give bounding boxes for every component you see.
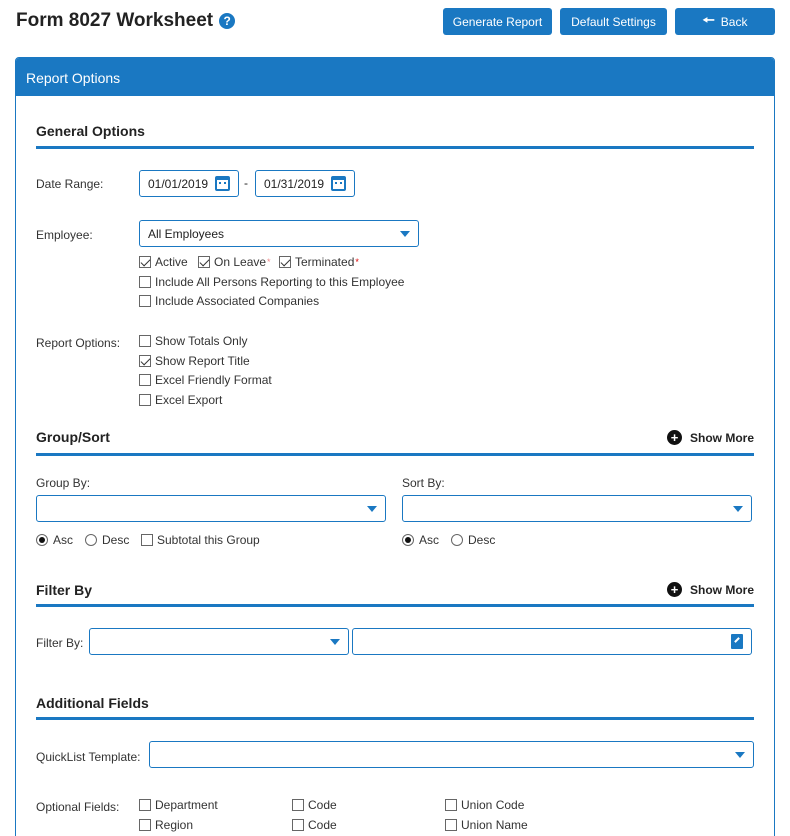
sort-asc-radio[interactable] xyxy=(402,533,439,547)
group-sort-title: Group/Sort xyxy=(36,429,110,445)
checkbox-box[interactable] xyxy=(198,256,210,268)
optional-field-label: Code xyxy=(308,818,337,832)
group-by-select[interactable] xyxy=(36,495,386,522)
excel-friendly-label: Excel Friendly Format xyxy=(155,373,272,387)
excel-export-checkbox[interactable] xyxy=(139,393,222,407)
required-mark: * xyxy=(267,257,271,267)
additional-fields-divider xyxy=(36,717,754,720)
group-asc-radio[interactable] xyxy=(36,533,73,547)
subtotal-checkbox[interactable] xyxy=(141,533,260,547)
calendar-icon[interactable] xyxy=(215,176,230,191)
calendar-icon[interactable] xyxy=(331,176,346,191)
optional-field-checkbox[interactable] xyxy=(445,818,528,832)
filter-by-divider xyxy=(36,604,754,607)
checkbox-box[interactable] xyxy=(139,355,151,367)
quicklist-label: QuickList Template: xyxy=(36,750,141,764)
active-checkbox[interactable] xyxy=(139,255,188,269)
checkbox-box[interactable] xyxy=(139,374,151,386)
optional-field-checkbox[interactable] xyxy=(139,818,193,832)
sort-desc-radio[interactable] xyxy=(451,533,495,547)
generate-report-button[interactable]: Generate Report xyxy=(443,8,552,35)
show-title-label: Show Report Title xyxy=(155,354,250,368)
checkbox-box[interactable] xyxy=(445,819,457,831)
filter-by-title: Filter By xyxy=(36,582,93,598)
radio-dot[interactable] xyxy=(451,534,463,546)
filter-show-more[interactable] xyxy=(667,582,754,597)
checkbox-box[interactable] xyxy=(139,335,151,347)
include-reporting-label: Include All Persons Reporting to this Employee xyxy=(155,275,405,289)
back-button[interactable] xyxy=(675,8,775,35)
checkbox-box[interactable] xyxy=(139,295,151,307)
active-label: Active xyxy=(155,255,188,269)
page-title-text: Form 8027 Worksheet xyxy=(16,10,214,31)
chevron-down-icon xyxy=(735,752,745,758)
excel-friendly-checkbox[interactable] xyxy=(139,373,272,387)
optional-field-label: Union Code xyxy=(461,798,525,812)
show-title-checkbox[interactable] xyxy=(139,354,250,368)
optional-field-checkbox[interactable] xyxy=(292,818,337,832)
optional-fields-label: Optional Fields: xyxy=(36,800,120,814)
include-associated-label: Include Associated Companies xyxy=(155,294,320,308)
group-desc-radio[interactable] xyxy=(85,533,129,547)
asc-label: Asc xyxy=(53,533,74,547)
radio-dot[interactable] xyxy=(402,534,414,546)
chevron-down-icon xyxy=(400,231,410,237)
subtotal-label: Subtotal this Group xyxy=(157,533,260,547)
date-to-input[interactable] xyxy=(255,170,355,197)
page-title xyxy=(16,10,235,32)
filter-field-select[interactable] xyxy=(89,628,349,655)
date-to-value: 01/31/2019 xyxy=(264,176,325,191)
panel-header: Report Options xyxy=(16,58,774,96)
group-sort-divider xyxy=(36,453,754,456)
show-more-label: Show More xyxy=(689,430,754,445)
default-settings-button[interactable]: Default Settings xyxy=(560,8,667,35)
desc-label: Desc xyxy=(102,533,130,547)
date-range-label: Date Range: xyxy=(36,177,104,191)
chevron-down-icon xyxy=(733,506,743,512)
required-mark: * xyxy=(355,257,359,267)
chevron-down-icon xyxy=(330,639,340,645)
sort-by-select[interactable] xyxy=(402,495,752,522)
date-from-value: 01/01/2019 xyxy=(148,176,209,191)
checkbox-box[interactable] xyxy=(279,256,291,268)
additional-fields-title: Additional Fields xyxy=(36,695,149,711)
sort-by-label: Sort By: xyxy=(402,476,445,490)
checkbox-box[interactable] xyxy=(445,799,457,811)
on-leave-checkbox[interactable] xyxy=(198,255,271,269)
checkbox-box[interactable] xyxy=(141,534,153,546)
optional-field-label: Region xyxy=(155,818,194,832)
employee-select-value: All Employees xyxy=(148,226,225,241)
terminated-checkbox[interactable] xyxy=(279,255,359,269)
employee-select[interactable] xyxy=(139,220,419,247)
checkbox-box[interactable] xyxy=(139,819,151,831)
plus-circle-icon: + xyxy=(667,430,682,445)
checkbox-box[interactable] xyxy=(139,276,151,288)
checkbox-box[interactable] xyxy=(139,799,151,811)
edit-document-icon[interactable] xyxy=(731,634,743,649)
group-sort-show-more[interactable] xyxy=(667,430,754,445)
checkbox-box[interactable] xyxy=(292,799,304,811)
radio-dot[interactable] xyxy=(85,534,97,546)
show-more-label: Show More xyxy=(689,582,754,597)
excel-export-label: Excel Export xyxy=(155,393,223,407)
optional-field-checkbox[interactable] xyxy=(292,798,337,812)
radio-dot[interactable] xyxy=(36,534,48,546)
terminated-label: Terminated xyxy=(295,255,355,269)
plus-circle-icon: + xyxy=(667,582,682,597)
show-totals-checkbox[interactable] xyxy=(139,334,248,348)
date-separator: - xyxy=(244,176,248,190)
checkbox-box[interactable] xyxy=(139,394,151,406)
asc-label: Asc xyxy=(419,533,440,547)
optional-field-label: Union Name xyxy=(461,818,528,832)
optional-field-checkbox[interactable] xyxy=(445,798,524,812)
help-icon[interactable]: ? xyxy=(219,13,235,29)
optional-field-label: Department xyxy=(155,798,218,812)
checkbox-box[interactable] xyxy=(292,819,304,831)
filter-value-input[interactable] xyxy=(352,628,752,655)
optional-field-checkbox[interactable] xyxy=(139,798,218,812)
optional-field-label: Code xyxy=(308,798,337,812)
desc-label: Desc xyxy=(468,533,496,547)
general-options-divider xyxy=(36,146,754,149)
include-reporting-checkbox[interactable] xyxy=(139,275,404,289)
general-options-title: General Options xyxy=(36,123,145,139)
back-button-label: Back xyxy=(720,14,748,29)
group-by-label: Group By: xyxy=(36,476,91,490)
arrow-left-icon: 🠔 xyxy=(702,11,715,28)
on-leave-label: On Leave xyxy=(214,255,267,269)
quicklist-select[interactable] xyxy=(149,741,754,768)
report-options-label: Report Options: xyxy=(36,336,121,350)
employee-label: Employee: xyxy=(36,228,93,242)
checkbox-box[interactable] xyxy=(139,256,151,268)
include-associated-checkbox[interactable] xyxy=(139,294,319,308)
date-from-input[interactable] xyxy=(139,170,239,197)
chevron-down-icon xyxy=(367,506,377,512)
filter-by-label: Filter By: xyxy=(36,636,84,650)
show-totals-label: Show Totals Only xyxy=(155,334,248,348)
